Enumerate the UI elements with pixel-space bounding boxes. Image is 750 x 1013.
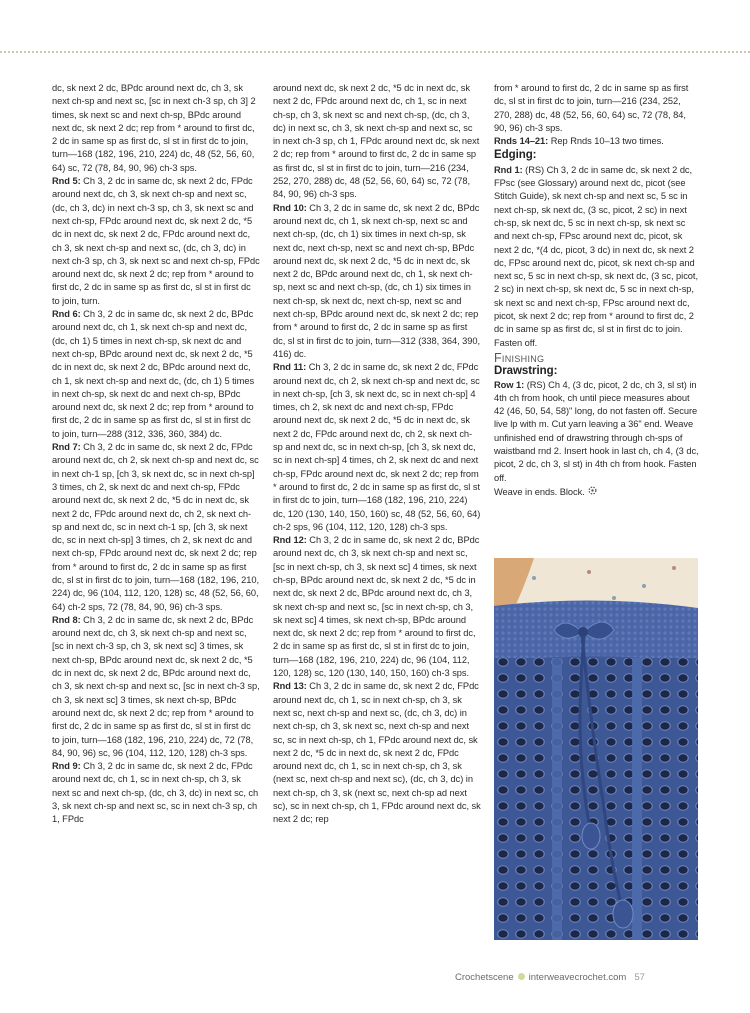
rnd-11-label: Rnd 11: xyxy=(273,362,307,373)
text-column-3 xyxy=(494,82,700,500)
footer-site: interweavecrochet.com xyxy=(528,972,627,983)
drawstring-heading: Drawstring: xyxy=(494,365,558,378)
row-1-label: Row 1: xyxy=(494,379,525,390)
edging-heading: Edging: xyxy=(494,149,537,162)
rnds-14-21-label: Rnds 14–21: xyxy=(494,136,549,147)
paragraph-rnd-11: Rnd 11: Ch 3, 2 dc in same dc, sk next 2 dc, FPdc around next dc, ch 2, sk next ch-sp and next dc, sc in next ch-sp, [ch 3, sk next dc, sc in next ch-sp] 4 times, ch 2, sk next dc and next ch-sp, FPdc around next dc, sk next 2 dc, *5 dc in next dc, sk next 2 dc, FPdc around next dc, ch 2, sk next ch-sp and next dc, sc in next ch-sp, [ch 3, sk next dc, sc in next ch-sp] 4 times, ch 2, sk next dc and next ch-sp, FPdc around next dc, sk next 2 dc; rep from * around to first dc, 2 dc in same sp as first dc, sl st in first dc to join, turn—168 (182, 196, 210, 224) dc, 120 (130, 140, 150, 160) sc, 48 (52, 56, 60, 64) ch-2 sps, 96 (104, 112, 120, 128) ch-3 sps. xyxy=(273,362,481,532)
finishing-heading: Finishing xyxy=(494,350,545,365)
edging-rnd-1-label: Rnd 1: xyxy=(494,164,523,175)
crochet-waistband-photo xyxy=(494,558,698,940)
paragraph-rnd-9: Rnd 9: Ch 3, 2 dc in same dc, sk next 2 dc, FPdc around next dc, ch 1, sc in next ch-sp, ch 3, sk next sc and next ch-sp, (dc, ch 3, dc) in next sc, ch 3, sk next ch-sp and next sc, sc in next ch-3 sp, ch 1, FPdc xyxy=(52,761,259,825)
paragraph-continued: dc, sk next 2 dc, BPdc around next dc, ch 3, sk next ch-sp and next sc, [sc in next ch-3 sp, ch 3] 2 times, sk next sc and next ch-sp, BPdc around next dc, sk next 2 dc; rep from * around to first dc, 2 dc in same sp as first dc, sl st in first dc to join, turn—168 (182, 196, 210, 224) dc, 48 (52, 56, 60, 64) sc, 72 (78, 84, 90, 96) ch-3 sps. xyxy=(52,83,256,173)
footer-dot-icon xyxy=(518,973,525,980)
top-dotted-rule xyxy=(0,51,750,53)
paragraph-rnd-6: Rnd 6: Ch 3, 2 dc in same dc, sk next 2 dc, BPdc around next dc, ch 1, sk next ch-sp and next dc, (dc, ch 1) 5 times in next ch-sp, sk next dc and next ch-sp, BPdc around next dc, sk next 2 dc, *5 dc in next dc, sk next 2 dc, BPdc around next dc, ch 1, sk next ch-sp and next dc, (dc, ch 1) 5 times in next ch-sp, sk next dc and next ch-sp, BPdc around next dc, sk next 2 dc; rep from * around to first dc, 2 dc in same sp as first dc, sl st in first dc to join, turn—288 (312, 336, 360, 384) dc. xyxy=(52,309,255,439)
rnd-13-label: Rnd 13: xyxy=(273,681,307,692)
rnd-10-label: Rnd 10: xyxy=(273,202,307,213)
text-column-2 xyxy=(273,82,481,827)
page-footer xyxy=(455,972,700,983)
text-column-1 xyxy=(52,82,260,827)
paragraph-edging-rnd-1: Rnd 1: (RS) Ch 3, 2 dc in same dc, sk next 2 dc, FPsc (see Glossary) around next dc, picot (see Stitch Guide), sk next ch-sp and next sc, 5 sc in next ch-sp, sk next dc, (3 sc, picot, 2 sc) in next ch-sp, sk next dc, 5 sc in next ch-sp, sk next sc and next ch-sp, FPsc around next dc, picot, sk next 2 dc, *(4 dc, picot, 3 dc) in next dc, sk next 2 dc, FPsc around next dc, picot, sk next ch-sp and next sc, 5 sc in next ch-sp, sk next dc, (3 sc, picot, 2 sc) in next ch-sp, sk next dc, 5 sc in next ch-sp, sk next sc and next ch-sp, FPsc around next dc, picot, sk next 2 dc; rep from * around to first dc, 2 dc in same sp as first dc, sl st in first dc to join. Fasten off. xyxy=(494,164,698,348)
rnd-12-label: Rnd 12: xyxy=(273,535,307,546)
rnd-6-label: Rnd 6: xyxy=(52,309,81,320)
paragraph-rnd-13: Rnd 13: Ch 3, 2 dc in same dc, sk next 2 dc, FPdc around next dc, ch 1, sc in next ch-sp, ch 3, sk next sc, next ch-sp and next sc, (dc, ch 3, dc) in next ch-sp, ch 3, sk next sc, next ch-sp and next sc, sc in next ch-sp, ch 1, FPdc around next dc, sk next 2 dc, *5 dc in next dc, sk next 2 dc, FPdc around next dc, ch 1, sc in next ch-sp, ch 3, sk (next sc, next ch-sp and next sc), (dc, ch 3, dc) in next ch-sp, ch 3, sk (next sc, next ch-sp ad next sc), sc in next ch-sp, ch 1, FPdc around next dc, sk next 2 dc; rep xyxy=(273,681,481,825)
paragraph-weave-in: Weave in ends. Block. xyxy=(494,485,700,500)
rnd-7-label: Rnd 7: xyxy=(52,442,81,453)
paragraph-rnds-14-21: Rnds 14–21: Rep Rnds 10–13 two times. xyxy=(494,136,664,147)
rnd-8-label: Rnd 8: xyxy=(52,614,81,625)
paragraph-drawstring-row-1: Row 1: (RS) Ch 4, (3 dc, picot, 2 dc, ch 3, sl st) in 4th ch from hook, ch until piece measures about 42 (46, 50, 54, 58)" long, do not fasten off. Secure live lp with m. Cut yarn leaving a 36" end. Weave unfinished end of drawstring through ch-sps of waistband rnd 2. Insert hook in last ch, ch 4, (3 dc, picot, 2 dc, ch 3, sl st) in 4th ch from hook. Fasten off. xyxy=(494,379,699,483)
end-of-article-icon xyxy=(587,485,598,500)
rnd-9-label: Rnd 9: xyxy=(52,761,81,772)
paragraph-rnd-12: Rnd 12: Ch 3, 2 dc in same dc, sk next 2 dc, BPdc around next dc, ch 3, sk next ch-sp and next sc, [sc in next ch-sp, ch 3, sk next sc] 4 times, sk next ch-sp, BPdc around next dc, sk next 2 dc, *5 dc in next dc, sk next 2 dc, BPdc around next dc, ch 3, sk next ch-sp and next sc, [sc in next ch-sp, ch 3, sk next sc] 4 times, sk next ch-sp, BPdc around next dc, sk next 2 dc; rep from * around to first dc, 2 dc in same sp as first dc, sl st in first dc to join, turn—168 (182, 196, 210, 224) dc, 96 (104, 112, 120, 128) sc, 120 (130, 140, 150, 160) ch-3 sps. xyxy=(273,535,480,679)
rnd-5-label: Rnd 5: xyxy=(52,176,81,187)
paragraph-rnd-5: Rnd 5: Ch 3, 2 dc in same dc, sk next 2 dc, FPdc around next dc, ch 3, sk next ch-sp and next sc, (dc, ch 3, dc) in next ch-3 sp, ch 3, sk next sc and next ch-sp, FPdc around next dc, sk next 2 dc, *5 dc in next dc, sk next 2 dc, FPdc around next dc, ch 3, sk next ch-sp and next sc, (dc, ch 3, dc) in next ch-3 sp, ch 3, sk next sc and next ch-sp, FPdc around next dc, sk next 2 dc; rep from * around to first dc, 2 dc in same sp as first dc, sl st in first dc to join, turn. xyxy=(52,176,260,306)
footer-brand: Crochetscene xyxy=(455,972,514,983)
paragraph-rnd-8: Rnd 8: Ch 3, 2 dc in same dc, sk next 2 dc, BPdc around next dc, ch 3, sk next ch-sp and next sc, [sc in next ch-3 sp, ch 3, sk next sc] 3 times, sk next ch-sp, BPdc around next dc, sk next 2 dc, *5 dc in next dc, sk next 2 dc, BPdc around next dc, ch 3, sk next ch-sp and next sc, [sc in next ch-3 sp, ch 3, sk next sc] 3 times, sk next ch-sp, BPdc around next dc, sk next 2 dc; rep from * around to first dc, 2 dc in same sp as first dc, sl st in first dc to join, turn—168 (182, 196, 210, 224) dc, 72 (78, 84, 90, 96) sc, 96 (104, 112, 120, 128) ch-3 sps. xyxy=(52,614,260,758)
paragraph-continued-3: from * around to first dc, 2 dc in same sp as first dc, sl st in first dc to join, turn—216 (234, 252, 270, 288) dc, 48 (52, 56, 60, 64) sc, 72 (78, 84, 90, 96) ch-3 sps. xyxy=(494,83,689,133)
paragraph-rnd-10: Rnd 10: Ch 3, 2 dc in same dc, sk next 2 dc, BPdc around next dc, ch 1, sk next ch-sp, next sc and next ch-sp, (dc, ch 1) six times in next ch-sp, sk next dc, next ch-sp, next sc and next ch-sp, BPdc around next dc, sk next 2 dc, *5 dc in next dc, sk next 2 dc, BPdc around next dc, ch 1, sk next ch-sp, next sc and next ch-sp, (dc, ch 1) six times in next ch-sp, sk next dc, next ch-sp, next sc and next ch-sp, BPdc around next dc, sk next 2 dc; rep from * around to first dc, 2 dc in same sp as first dc, sl st in first dc to join, turn—312 (338, 364, 390, 416) dc. xyxy=(273,202,481,359)
paragraph-rnd-7: Rnd 7: Ch 3, 2 dc in same dc, sk next 2 dc, FPdc around next dc, ch 2, sk next ch-sp and next dc, sc in next ch-1 sp, [ch 3, sk next dc, sc in next ch-sp] 3 times, ch 2, sk next dc and next ch-sp, FPdc around next dc, sk next 2 dc, *5 dc in next dc, sk next 2 dc, FPdc around next dc, ch 2, sk next ch-sp and next dc, sc in next ch-1 sp, [ch 3, sk next dc, sc in next ch-sp] 3 times, ch 2, sk next dc and next ch-sp, FPdc around next dc, sk next 2 dc; rep from * around to first dc, 2 dc in same sp as first dc, sl st in first dc to join, turn—168 (182, 196, 210, 224) dc, 96 (104, 112, 120, 128) sc, 48 (52, 56, 60, 64) ch-2 sps, 72 (78, 84, 90, 96) ch-3 sps. xyxy=(52,442,260,612)
paragraph-continued-2: around next dc, sk next 2 dc, *5 dc in next dc, sk next 2 dc, FPdc around next dc, ch 1, sc in next ch-sp, ch 3, sk next sc and next ch-sp, (dc, ch 3, dc) in next sc, ch 3, sk next ch-sp and next sc, sc in next ch-3 sp, ch 1, FPdc around next dc, sk next 2 dc; rep from * around to first dc, 2 dc in same sp as first dc, sl st in first dc to join, turn—216 (234, 252, 270, 288) dc, 48 (52, 56, 60, 64) sc, 72 (78, 84, 90, 96) ch-3 sps. xyxy=(273,83,480,200)
page-number: 57 xyxy=(634,972,645,983)
